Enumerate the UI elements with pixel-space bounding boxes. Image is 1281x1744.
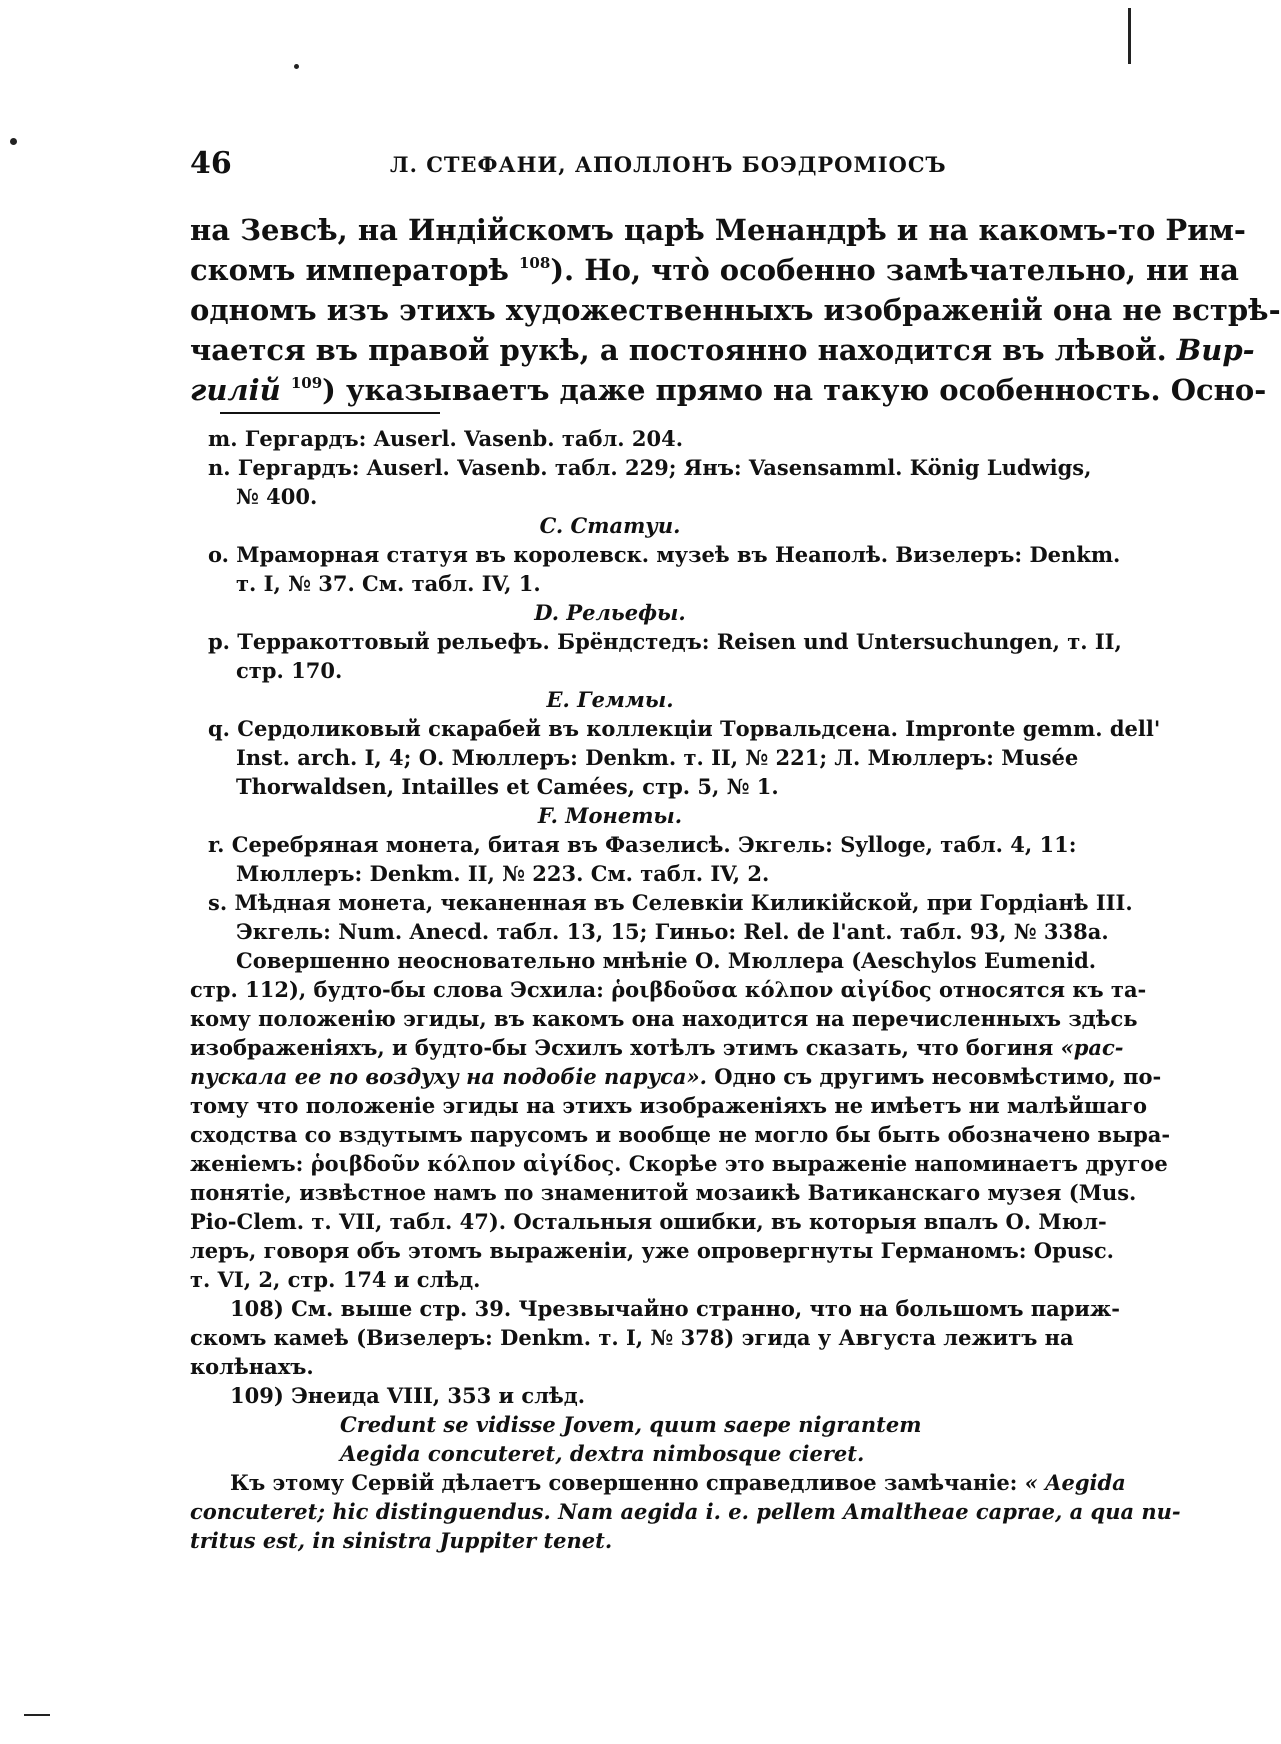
text-line: чается въ правой рукѣ, а постоянно находится въ лѣвой. Вир- bbox=[190, 333, 1255, 367]
note-line: p. Терракоттовый рельефъ. Брёндстедъ: Reisen und Untersuchungen, т. II, bbox=[208, 629, 1122, 654]
page-number: 46 bbox=[190, 146, 232, 181]
note-line: Экгель: Num. Anecd. табл. 13, 15; Гиньо: Rel. de l'ant. табл. 93, № 338a. bbox=[236, 919, 1109, 944]
note-line: n. Гергардъ: Auserl. Vasenb. табл. 229; Янъ: Vasensamml. König Ludwigs, bbox=[208, 455, 1092, 480]
note-line: Pio-Clem. т. VII, табл. 47). Остальныя ошибки, въ которыя впалъ О. Мюл- bbox=[190, 1209, 1107, 1234]
section-heading: D. Рельефы. bbox=[534, 600, 686, 625]
note-line: леръ, говоря объ этомъ выраженіи, уже опровергнуты Германомъ: Opusc. bbox=[190, 1238, 1114, 1263]
text-line: скомъ императорѣ $^{108}$). Но, что̀ особенно замѣчательно, ни на bbox=[190, 253, 1239, 287]
note-line: q. Сердоликовый скарабей въ коллекціи Торвальдсена. Impronte gemm. dell' bbox=[208, 716, 1161, 741]
note-line: Совершенно неосновательно мнѣніе О. Мюллера (Aeschylos Eumenid. bbox=[236, 948, 1097, 973]
note-line: стр. 170. bbox=[236, 658, 343, 683]
note-line: стр. 112), будто-бы слова Эсхила: ῥοιβδοῦσα κόλπον αἰγίδος относятся къ та- bbox=[190, 977, 1147, 1002]
note-line: m. Гергардъ: Auserl. Vasenb. табл. 204. bbox=[208, 426, 684, 451]
note-line: 109) Энеида VIII, 353 и слѣд. bbox=[230, 1383, 586, 1408]
verse-line: Credunt se vidisse Jovem, quum saepe nigrantem bbox=[340, 1412, 922, 1437]
note-line: o. Мраморная статуя въ королевск. музеѣ въ Неаполѣ. Визелеръ: Denkm. bbox=[208, 542, 1121, 567]
note-line: concuteret; hic distinguendus. Nam aegida i. e. pellem Amaltheae caprae, a qua nu- bbox=[190, 1499, 1181, 1524]
note-line: изображеніяхъ, и будто-бы Эсхилъ хотѣлъ этимъ сказать, что богиня «рас- bbox=[190, 1035, 1124, 1060]
text-line: гилій $^{109}$) указываетъ даже прямо на такую особенность. Осно- bbox=[190, 373, 1267, 407]
note-line: тому что положеніе эгиды на этихъ изображеніяхъ не имѣетъ ни малѣйшаго bbox=[190, 1093, 1148, 1118]
note-line: кому положенію эгиды, въ какомъ она находится на перечисленныхъ здѣсь bbox=[190, 1006, 1138, 1031]
section-heading: F. Монеты. bbox=[537, 803, 683, 828]
note-line: скомъ камеѣ (Визелеръ: Denkm. т. I, № 378) эгида у Августа лежитъ на bbox=[190, 1325, 1074, 1350]
scan-speck bbox=[294, 64, 299, 69]
note-line: 108) См. выше стр. 39. Чрезвычайно странно, что на большомъ париж- bbox=[230, 1296, 1120, 1321]
main-text bbox=[190, 210, 1281, 410]
footnotes bbox=[190, 424, 1181, 1555]
section-heading: E. Геммы. bbox=[546, 687, 674, 712]
note-line: Къ этому Сервій дѣлаетъ совершенно справедливое замѣчаніе: « Aegida bbox=[230, 1470, 1126, 1495]
note-line: сходства со вздутымъ парусомъ и вообще не могло бы быть обозначено выра- bbox=[190, 1122, 1171, 1147]
verse-line: Aegida concuteret, dextra nimbosque cieret. bbox=[340, 1441, 865, 1466]
note-line: пускала ее по воздуху на подобіе паруса». Одно съ другимъ несовмѣстимо, по- bbox=[190, 1064, 1162, 1089]
note-line: колѣнахъ. bbox=[190, 1354, 314, 1379]
footnote-ref: 109 bbox=[290, 374, 323, 392]
running-head: Л. СТЕФАНИ, АПОЛЛОНЪ БОЭДРОМІОСЪ bbox=[390, 152, 947, 177]
footnote-divider bbox=[220, 412, 440, 414]
note-line: понятіе, извѣстное намъ по знаменитой мозаикѣ Ватиканскаго музея (Mus. bbox=[190, 1180, 1137, 1205]
note-line: s. Мѣдная монета, чеканенная въ Селевкіи Киликійской, при Гордіанѣ III. bbox=[208, 890, 1133, 915]
text-line: на Зевсѣ, на Индійскомъ царѣ Менандрѣ и на какомъ-то Рим- bbox=[190, 213, 1246, 247]
note-line: т. I, № 37. См. табл. IV, 1. bbox=[236, 571, 541, 596]
note-line: Inst. arch. I, 4; О. Мюллеръ: Denkm. т. II, № 221; Л. Мюллеръ: Musée bbox=[236, 745, 1079, 770]
text-line: одномъ изъ этихъ художественныхъ изображеній она не встрѣ- bbox=[190, 293, 1281, 327]
section-heading: C. Статуи. bbox=[539, 513, 681, 538]
note-line: женіемъ: ῥοιβδοῦν κόλπον αἰγίδος. Скорѣе это выраженіе напоминаетъ другое bbox=[190, 1151, 1168, 1176]
note-line: Thorwaldsen, Intailles et Camées, стр. 5, № 1. bbox=[236, 774, 779, 799]
note-line: tritus est, in sinistra Juppiter tenet. bbox=[190, 1528, 613, 1553]
page-header bbox=[190, 146, 1030, 180]
scan-edge-mark bbox=[1128, 8, 1131, 64]
note-line: r. Серебряная монета, битая въ Фазелисѣ. Экгель: Sylloge, табл. 4, 11: bbox=[208, 832, 1077, 857]
scan-edge-mark bbox=[24, 1714, 50, 1716]
note-line: № 400. bbox=[236, 484, 318, 509]
scan-speck bbox=[10, 138, 17, 145]
note-line: Мюллеръ: Denkm. II, № 223. См. табл. IV, 2. bbox=[236, 861, 770, 886]
note-line: т. VI, 2, стр. 174 и слѣд. bbox=[190, 1267, 481, 1292]
footnote-ref: 108 bbox=[519, 254, 551, 272]
